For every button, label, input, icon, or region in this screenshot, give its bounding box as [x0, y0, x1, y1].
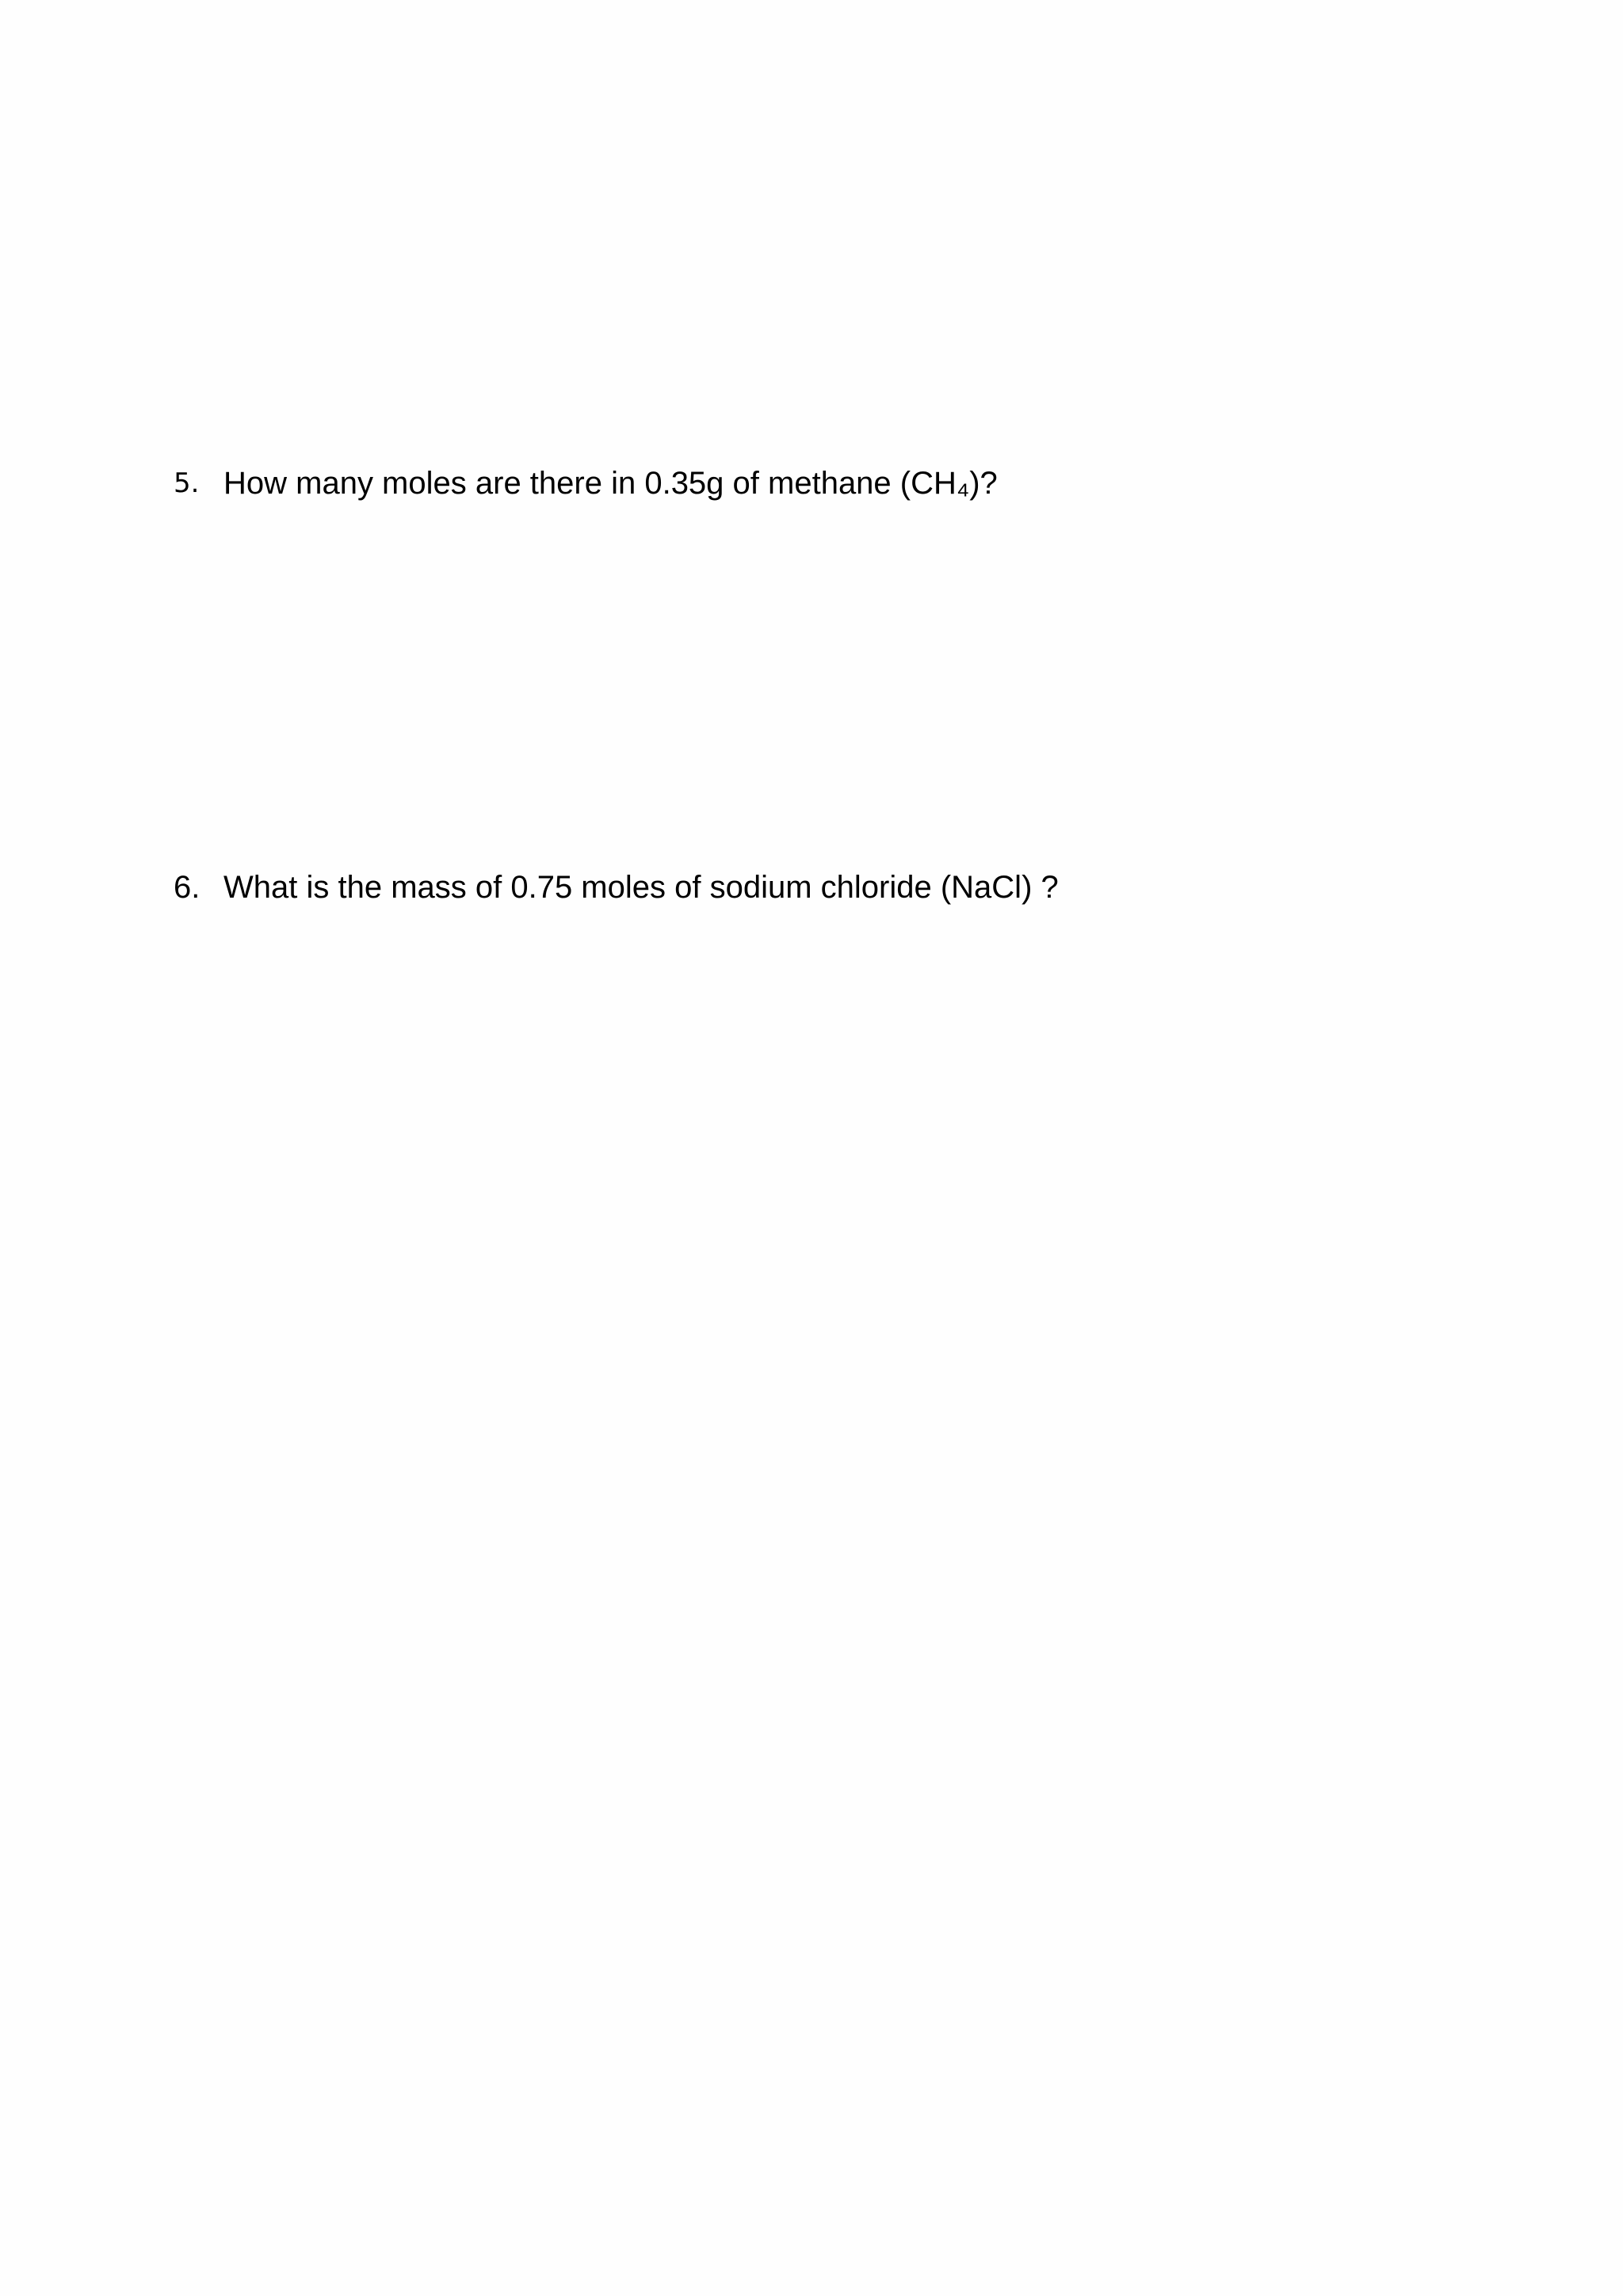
question-6 — [0, 864, 1623, 911]
question-text: What is the mass of 0.75 moles of sodium chloride (NaCl) ? — [223, 870, 1059, 905]
question-text: How many moles are there in 0.35g of methane (CH₄)? — [223, 466, 998, 501]
question-5 — [0, 460, 1623, 507]
question-number: 6. — [174, 870, 200, 905]
question-number: 5. — [174, 467, 200, 499]
